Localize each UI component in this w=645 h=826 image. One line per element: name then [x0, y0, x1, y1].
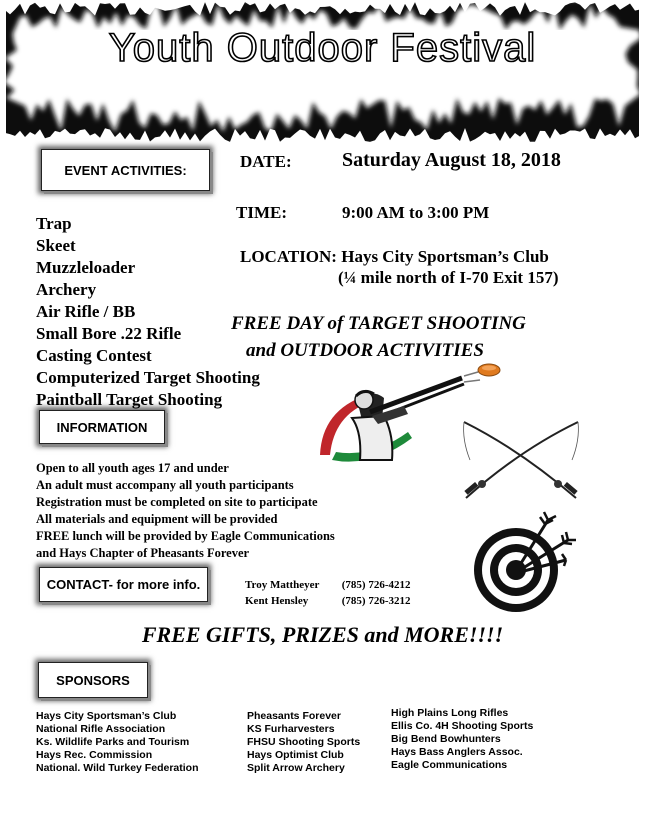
time-value: 9:00 AM to 3:00 PM [342, 203, 490, 222]
list-item: Open to all youth ages 17 and under [36, 461, 229, 475]
activities-list [36, 213, 260, 411]
list-item: Split Arrow Archery [247, 762, 345, 774]
contact-phone: (785) 726-4212 [341, 579, 411, 591]
gifts-headline: FREE GIFTS, PRIZES and MORE!!!! [141, 622, 504, 647]
banner-frame [0, 0, 645, 145]
list-item: and Hays Chapter of Pheasants Forever [36, 546, 250, 560]
list-item: Air Rifle / BB [36, 302, 136, 321]
contact-box: CONTACT- for more info. [39, 567, 208, 602]
sponsors-box: SPONSORS [38, 662, 148, 698]
time-label: TIME: [236, 203, 287, 222]
list-item: Hays Optimist Club [247, 749, 344, 761]
list-item: Pheasants Forever [247, 710, 341, 722]
headline-line-2: and OUTDOOR ACTIVITIES [246, 340, 484, 361]
contacts-list [245, 577, 411, 609]
list-item: Casting Contest [36, 346, 152, 365]
list-item: Archery [36, 280, 97, 299]
list-item: Hays City Sportsman’s Club [36, 710, 177, 722]
clay-target-icon [476, 362, 502, 378]
headline-line-1: FREE DAY of TARGET SHOOTING [231, 313, 526, 334]
fishing-rods-icon [460, 420, 582, 502]
list-item: Hays Bass Anglers Assoc. [391, 746, 523, 758]
list-item: Computerized Target Shooting [36, 368, 260, 387]
sponsors-column-3 [391, 707, 533, 772]
list-item: Ellis Co. 4H Shooting Sports [391, 720, 534, 732]
page-title: Youth Outdoor Festival [108, 26, 537, 70]
list-item: Ks. Wildlife Parks and Tourism [36, 736, 190, 748]
bullseye-target-icon [468, 508, 580, 614]
contact-row [245, 577, 411, 593]
date-label: DATE: [240, 152, 292, 171]
list-item: National. Wild Turkey Federation [36, 762, 199, 774]
list-item: An adult must accompany all youth participants [36, 478, 294, 492]
list-item: Eagle Communications [391, 759, 508, 771]
list-item: Muzzleloader [36, 258, 136, 277]
list-item: Hays Rec. Commission [36, 749, 153, 761]
list-item: Big Bend Bowhunters [391, 733, 501, 745]
sponsors-column-1 [36, 710, 198, 775]
list-item: FHSU Shooting Sports [247, 736, 361, 748]
list-item: High Plains Long Rifles [391, 707, 509, 719]
sponsors-column-2 [247, 710, 360, 775]
list-item: Small Bore .22 Rifle [36, 324, 182, 343]
date-value: Saturday August 18, 2018 [342, 149, 561, 171]
list-item: Registration must be completed on site to participate [36, 495, 318, 509]
information-list [36, 460, 335, 562]
information-box: INFORMATION [39, 410, 165, 444]
list-item: National Rifle Association [36, 723, 166, 735]
list-item: FREE lunch will be provided by Eagle Communications [36, 529, 335, 543]
contact-row [245, 593, 411, 609]
contact-name: Kent Hensley [245, 595, 309, 607]
list-item: All materials and equipment will be provided [36, 512, 278, 526]
list-item: KS Furharvesters [247, 723, 335, 735]
list-item: Skeet [36, 236, 76, 255]
contact-name: Troy Mattheyer [245, 579, 320, 591]
list-item: Trap [36, 214, 72, 233]
location-line-1: LOCATION: Hays City Sportsman’s Club [240, 247, 549, 266]
location-line-2: (¼ mile north of I-70 Exit 157) [338, 268, 559, 287]
event-activities-box: EVENT ACTIVITIES: [41, 149, 210, 191]
list-item: Paintball Target Shooting [36, 390, 223, 409]
contact-phone: (785) 726-3212 [341, 595, 411, 607]
